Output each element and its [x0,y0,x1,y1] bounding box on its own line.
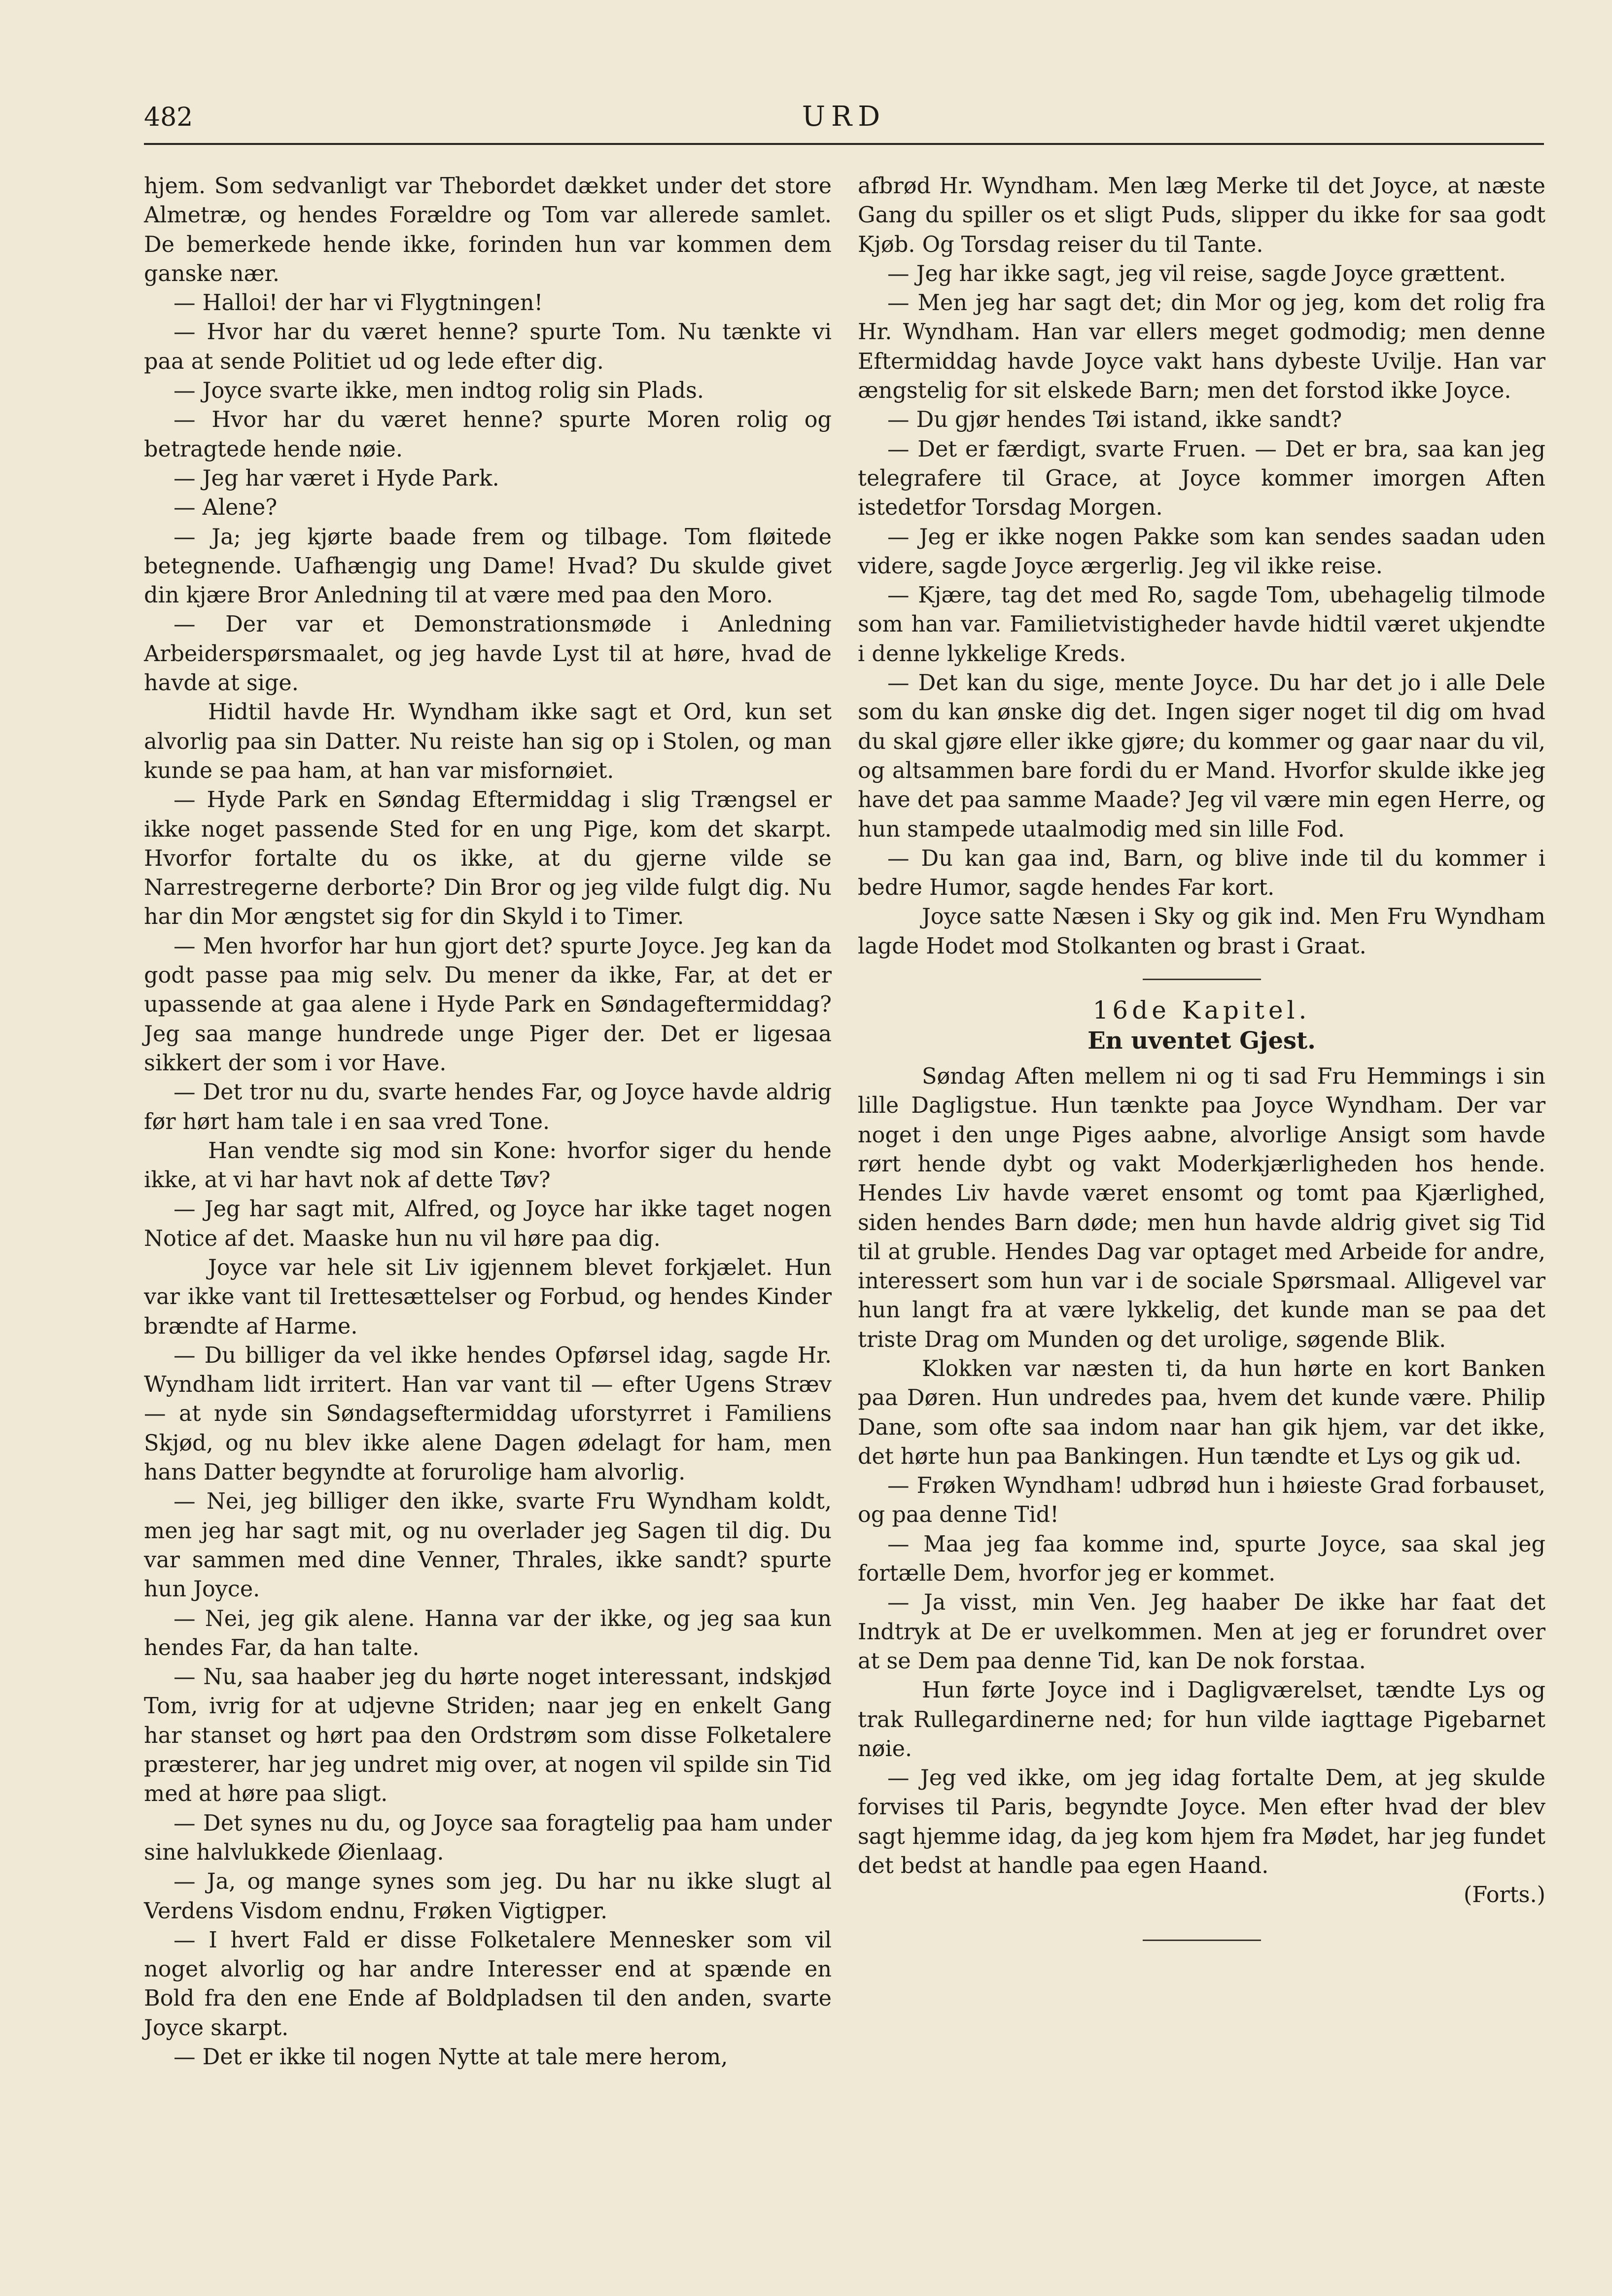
right-column-text-bottom [858,1062,1545,1880]
paragraph: Joyce var hele sit Liv igjennem blevet forkjælet. Hun var ikke vant til Irettesættelser og Forbud, og hendes Kinder brændte af Harme. [144,1255,832,1339]
paragraph: Hun førte Joyce ind i Dagligværelset, tændte Lys og trak Rullegardinerne ned; for hun vilde iagttage Pigebarnet nøie. [858,1678,1545,1762]
page-header [144,99,1544,145]
paragraph: — Det synes nu du, og Joyce saa foragtelig paa ham under sine halvlukkede Øienlaag. [144,1810,832,1865]
paragraph: — Jeg har ikke sagt, jeg vil reise, sagde Joyce grættent. [887,261,1506,286]
section-divider [1143,979,1261,980]
paragraph: — Hvor har du været henne? spurte Tom. Nu tænkte vi paa at sende Politiet ud og lede efter dig. [144,319,832,374]
paragraph: — Nu, saa haaber jeg du hørte noget interessant, indskjød Tom, ivrig for at udjevne Striden; naar jeg en enkelt Gang har stanset og hørt paa den Ordstrøm som disse Folketalere præsterer, har jeg undret mig over, at nogen vil spilde sin Tid med at høre paa sligt. [144,1664,832,1807]
paragraph: — Jeg har været i Hyde Park. [174,465,499,491]
paragraph: Joyce satte Næsen i Sky og gik ind. Men Fru Wyndham lagde Hodet mod Stolkanten og brast i Graat. [858,904,1545,959]
continued-note: (Forts.) [1463,1882,1545,1908]
paragraph: — Nei, jeg gik alene. Hanna var der ikke, og jeg saa kun hendes Far, da han talte. [144,1606,832,1660]
paragraph: — Frøken Wyndham! udbrød hun i høieste Grad forbauset, og paa denne Tid! [858,1473,1545,1528]
paragraph: — Det er ikke til nogen Nytte at tale mere herom, [174,2045,728,2070]
paragraph: — Nei, jeg billiger den ikke, svarte Fru Wyndham koldt, men jeg har sagt mit, og nu overlader jeg Sagen til dig. Du var sammen med dine Venner, Thrales, ikke sandt? spurte hun Joyce. [144,1489,832,1602]
right-column [858,172,1545,1941]
paragraph: — Det tror nu du, svarte hendes Far, og Joyce havde aldrig før hørt ham tale i en saa vred Tone. [144,1080,832,1134]
chapter-title: En uventet Gjest. [1087,1027,1316,1055]
paragraph: — Hyde Park en Søndag Eftermiddag i slig Trængsel er ikke noget passende Sted for en ung Pige, kom det skarpt. Hvorfor fortalte du os ikke, at du gjerne vilde se Narrestregerne derborte? Din Bror og jeg vilde fulgt dig. Nu har din Mor ængstet sig for din Skyld i to Timer. [144,787,832,930]
paragraph: — Alene? [174,495,278,521]
paragraph: — Men hvorfor har hun gjort det? spurte Joyce. Jeg kan da godt passe paa mig selv. Du mener da ikke, Far, at det er upassende at gaa alene i Hyde Park en Søndageftermiddag? Jeg saa mange hundrede unge Piger der. Det er ligesaa sikkert der som i vor Have. [144,933,832,1076]
paragraph: — Maa jeg faa komme ind, spurte Joyce, saa skal jeg fortælle Dem, hvorfor jeg er kommet. [858,1531,1545,1587]
paragraph: — Halloi! der har vi Flygtningen! [174,290,543,316]
end-divider [1143,1940,1261,1941]
paragraph: Han vendte sig mod sin Kone: hvorfor siger du hende ikke, at vi har havt nok af dette Tøv? [144,1138,832,1193]
running-head: URD [802,101,886,133]
right-column-text-top [858,172,1545,961]
paragraph: hjem. Som sedvanligt var Thebordet dækket under det store Almetræ, og hendes Forældre og Tom var allerede samlet. De bemerkede hende ikke, forinden hun var kommen dem ganske nær. [144,174,832,286]
chapter-label: 16de Kapitel. [1092,996,1311,1025]
paragraph: Hidtil havde Hr. Wyndham ikke sagt et Ord, kun set alvorlig paa sin Datter. Nu reiste han sig op i Stolen, og man kunde se paa ham, at han var misfornøiet. [144,700,832,783]
paragraph: Søndag Aften mellem ni og ti sad Fru Hemmings i sin lille Dagligstue. Hun tænkte paa Joyce Wyndham. Der var noget i den unge Piges aabne, alvorlige Ansigt som havde rørt hende dybt og vakt Moderkjærligheden hos hende. Hendes Liv havde været ensomt og tomt paa Kjærlighed, siden hendes Barn døde; men hun havde aldrig givet sig Tid til at gruble. Hendes Dag var optaget med Arbeide for andre, interessert som hun var i de sociale Spørsmaal. Alligevel var hun langt fra at være lykkelig, det kunde man se paa det triste Drag om Munden og det urolige, søgende Blik. [858,1064,1545,1352]
left-column [144,172,832,2072]
paragraph: — Du billiger da vel ikke hendes Opførsel idag, sagde Hr. Wyndham lidt irritert. Han var vant til — efter Ugens Stræv — at nyde sin Søndagseftermiddag uforstyrret i Familiens Skjød, og nu blev ikke alene Dagen ødelagt for ham, men hans Datter begyndte at forurolige ham alvorlig. [144,1342,832,1485]
paragraph: — Jeg har sagt mit, Alfred, og Joyce har ikke taget nogen Notice af det. Maaske hun nu vil høre paa dig. [144,1197,832,1251]
paragraph: — Du kan gaa ind, Barn, og blive inde til du kommer i bedre Humor, sagde hendes Far kort. [858,846,1545,901]
paragraph: — Du gjør hendes Tøi istand, ikke sandt? [887,407,1342,433]
paragraph: Klokken var næsten ti, da hun hørte en kort Banken paa Døren. Hun undredes paa, hvem det kunde være. Philip Dane, som ofte saa indom naar han gik hjem, var det ikke, det hørte hun paa Bankingen. Hun tændte et Lys og gik ud. [858,1356,1545,1469]
paragraph: — Jeg er ikke nogen Pakke som kan sendes saadan uden videre, sagde Joyce ærgerlig. Jeg vil ikke reise. [858,524,1545,579]
paragraph: — Det kan du sige, mente Joyce. Du har det jo i alle Dele som du kan ønske dig det. Ingen siger noget til dig om hvad du skal gjøre eller ikke gjøre; du kommer og gaar naar du vil, og altsammen bare fordi du er Mand. Hvorfor skulde ikke jeg have det paa samme Maade? Jeg vil være min egen Herre, og hun stampede utaalmodig med sin lille Fod. [858,671,1545,842]
paragraph: afbrød Hr. Wyndham. Men læg Merke til det Joyce, at næste Gang du spiller os et sligt Puds, slipper du ikke for saa godt Kjøb. Og Torsdag reiser du til Tante. [858,174,1545,257]
paragraph: — Men jeg har sagt det; din Mor og jeg, kom det rolig fra Hr. Wyndham. Han var ellers meget godmodig; men denne Eftermiddag havde Joyce vakt hans dybeste Uvilje. Han var ængstelig for sit elskede Barn; men det forstod ikke Joyce. [858,290,1545,404]
page-number: 482 [144,103,193,132]
paragraph: — Hvor har du været henne? spurte Moren rolig og betragtede hende nøie. [144,407,832,462]
paragraph: — I hvert Fald er disse Folketalere Mennesker som vil noget alvorlig og har andre Interesser end at spænde en Bold fra den ene Ende af Boldpladsen til den anden, svarte Joyce skarpt. [144,1927,832,2041]
paragraph: — Ja visst, min Ven. Jeg haaber De ikke har faat det Indtryk at De er uvelkommen. Men at jeg er forundret over at se Dem paa denne Tid, kan De nok forstaa. [858,1590,1545,1674]
paragraph: — Joyce svarte ikke, men indtog rolig sin Plads. [174,378,704,404]
paragraph: — Ja, og mange synes som jeg. Du har nu ikke slugt al Verdens Visdom endnu, Frøken Vigtigper. [144,1869,832,1924]
paragraph: — Kjære, tag det med Ro, sagde Tom, ubehagelig tilmode som han var. Familietvistigheder havde hidtil været ukjendte i denne lykkelige Kreds. [858,583,1545,667]
paragraph: — Jeg ved ikke, om jeg idag fortalte Dem, at jeg skulde forvises til Paris, begyndte Joyce. Men efter hvad der blev sagt hjemme idag, da jeg kom hjem fra Mødet, har jeg fundet det bedst at handle paa egen Haand. [858,1766,1545,1879]
paragraph: — Det er færdigt, svarte Fruen. — Det er bra, saa kan jeg telegrafere til Grace, at Joyce kommer imorgen Aften istedetfor Torsdag Morgen. [858,436,1545,521]
paragraph: — Der var et Demonstrationsmøde i Anledning Arbeiderspørsmaalet, og jeg havde Lyst til at høre, hvad de havde at sige. [144,612,832,696]
paragraph: — Ja; jeg kjørte baade frem og tilbage. Tom fløitede betegnende. Uafhængig ung Dame! Hvad? Du skulde givet din kjære Bror Anledning til at være med paa den Moro. [144,524,832,608]
